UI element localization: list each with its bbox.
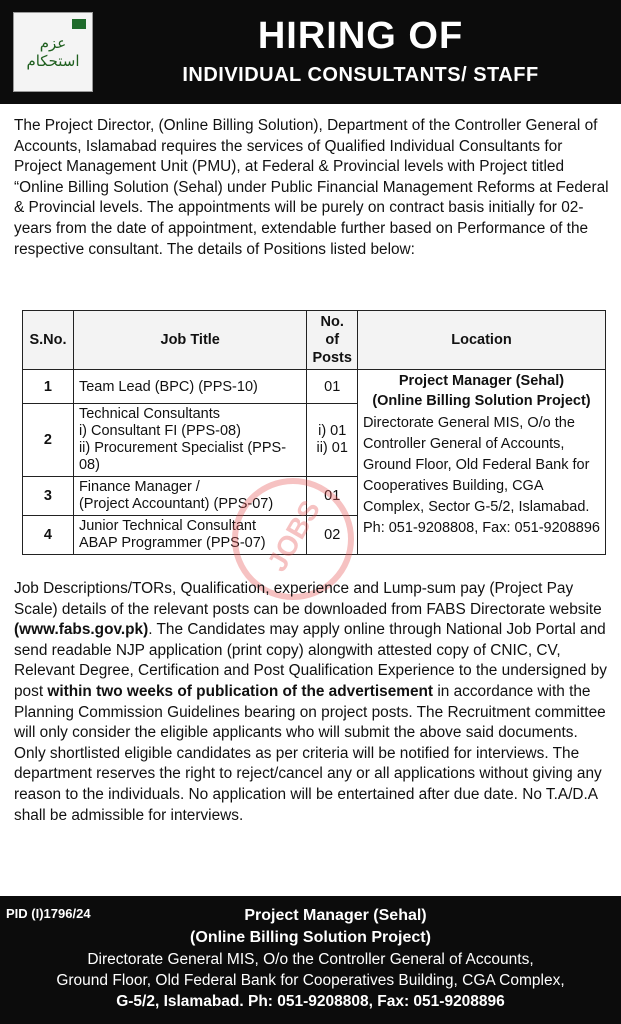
location-head-2: (Online Billing Solution Project) (372, 393, 591, 409)
ad-header (0, 0, 621, 104)
row-title-sub: (Project Accountant) (PPS-07) (78, 496, 274, 512)
footer-line-3: Directorate General MIS, O/o the Controller General of Accounts, (87, 951, 534, 968)
location-head-1: Project Manager (Sehal) (398, 373, 565, 389)
header-location: Location (357, 311, 605, 370)
row-sno: 4 (23, 516, 74, 555)
row-sno: 1 (23, 370, 74, 404)
row-title-main: Junior Technical Consultant (78, 518, 256, 534)
row-posts: 02 (307, 516, 357, 555)
instructions-text: . The Candidates may apply online through National Job Portal and send readable NJP application (print copy) alongwith attested copy of CNIC, CV, Relevant Degree, Certification and Post Qualification Experience to the undersigned by post (14, 621, 607, 700)
instructions-text: in accordance with the Planning Commission Guidelines bearing on project posts. The Recruitment committee will only consider the eligible applicants who will submit the above said documents. Only shortlisted eligible candidates as per criteria will be notified for interviews. The department reserves the right to reject/cancel any or all applications without giving any reason to the individuals. No application will be entertained after due date. No T.A/D.A shall be admissible for interviews. (14, 682, 606, 824)
instructions-paragraph (14, 579, 610, 826)
website-link[interactable]: (www.fabs.gov.pk) (14, 621, 149, 639)
location-line: Complex, Sector G-5/2, Islamabad. (362, 499, 590, 515)
row-title (73, 516, 307, 555)
table-header-row (23, 311, 606, 370)
header-job-title: Job Title (73, 311, 307, 370)
footer-line-2: (Online Billing Solution Project) (190, 929, 431, 946)
location-address (363, 413, 600, 539)
positions-table (22, 310, 606, 555)
page-subtitle: INDIVIDUAL CONSULTANTS/ STAFF (182, 64, 539, 86)
row-title-sub: i) Consultant FI (PPS-08) (78, 423, 241, 439)
table-row (23, 370, 606, 404)
watermark-text: JOBS (261, 494, 327, 577)
row-posts: 01 (307, 477, 357, 516)
row-title-sub: ii) Procurement Specialist (PPS-08) (78, 440, 287, 473)
footer-line-1: Project Manager (Sehal) (244, 907, 427, 924)
instructions-text: Job Descriptions/TORs, Qualification, experience and Lump-sum pay (Project Pay Scale) details of the relevant posts can be downloaded from FABS Directorate website (14, 580, 602, 618)
row-posts-sub: i) 01 (318, 423, 347, 439)
deadline-text: within two weeks of publication of the advertisement (47, 682, 434, 700)
footer-line-4: Ground Floor, Old Federal Bank for Cooperatives Building, CGA Complex, (56, 972, 565, 989)
logo (13, 12, 93, 92)
row-posts (307, 404, 357, 477)
row-title-sub: ABAP Programmer (PPS-07) (78, 535, 266, 551)
row-title (73, 477, 307, 516)
row-sno: 2 (23, 404, 74, 477)
footer-line-5: G-5/2, Islamabad. Ph: 051-9208808, Fax: 051-9208896 (116, 993, 505, 1010)
location-line: Ground Floor, Old Federal Bank for (362, 457, 590, 473)
row-title-main: Technical Consultants (78, 406, 220, 422)
location-cell (357, 370, 605, 555)
location-line: Controller General of Accounts, (362, 436, 565, 452)
location-line: Ph: 051-9208808, Fax: 051-9208896 (362, 520, 600, 536)
ad-footer (0, 896, 621, 1024)
flag-icon (72, 19, 86, 29)
row-title (73, 404, 307, 477)
row-title: Team Lead (BPC) (PPS-10) (73, 370, 307, 404)
row-posts: 01 (307, 370, 357, 404)
logo-text: عزم استحکام (26, 34, 80, 70)
location-line: Cooperatives Building, CGA (362, 478, 544, 494)
header-sno: S.No. (23, 311, 74, 370)
row-title-main: Finance Manager / (78, 479, 200, 495)
pid-number: PID (I)1796/24 (6, 906, 91, 921)
row-posts-sub: ii) 01 (316, 440, 348, 456)
header-posts: No. of Posts (307, 311, 357, 370)
location-line: Directorate General MIS, O/o the (362, 415, 575, 431)
row-sno: 3 (23, 477, 74, 516)
intro-paragraph: The Project Director, (Online Billing Solution), Department of the Controller General of Accounts, Islamabad requires the services of Qualified Individual Consultants for Project Management Unit (PMU), at Federal & Provincial levels with Project titled “Online Billing Solution (Sehal) under Public Financial Management Reforms at Federal & Provincial levels. The appointments will be purely on contract basis initially for 02-years from the date of appointment, extendable further based on Performance of the respective consultant. The details of Positions listed below: (14, 117, 609, 258)
page-title: HIRING OF (257, 15, 464, 57)
